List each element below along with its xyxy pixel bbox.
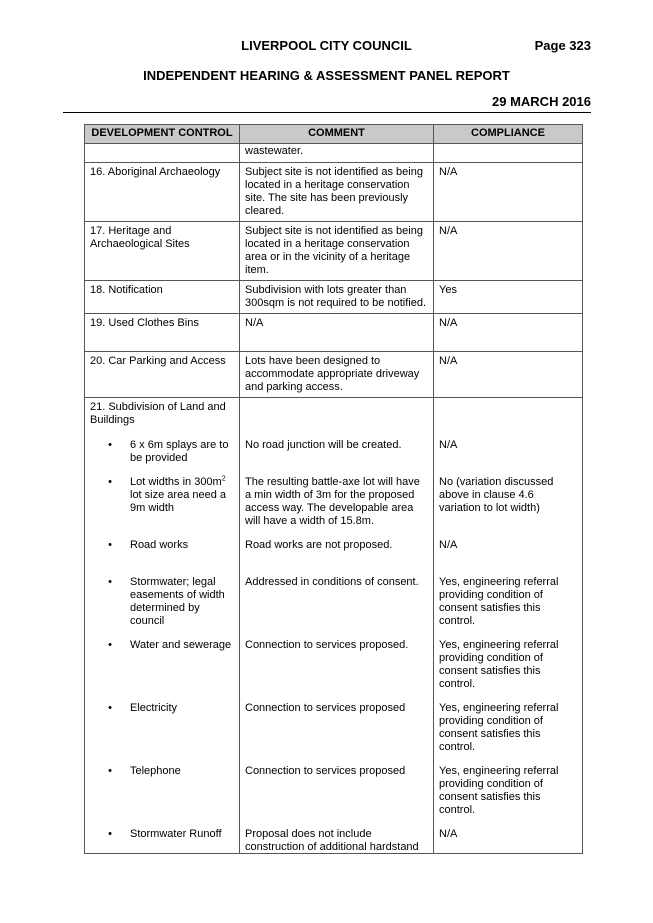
bullet-icon: • [108, 702, 112, 714]
table-header-row [85, 125, 583, 144]
sub-control [90, 539, 234, 564]
bullet-icon: • [108, 439, 112, 451]
comment-cell: Subject site is not identified as being located in a heritage conservation area or in the vicinity of a heritage item. [240, 222, 434, 281]
bullet-icon: • [108, 639, 112, 651]
comment-cell: Subdivision with lots greater than 300sqm is not required to be notified. [240, 281, 434, 314]
table-row [85, 398, 583, 854]
comment-cell: N/A [240, 314, 434, 352]
sub-compliance: Yes, engineering referral providing condition of consent satisfies this control. [439, 765, 559, 816]
report-date: 29 MARCH 2016 [492, 94, 591, 109]
comment-cell: Subject site is not identified as being located in a heritage conservation site. The site has been previously cleared. [240, 163, 434, 222]
table-row [85, 222, 583, 281]
comment-cell: wastewater. [240, 144, 434, 163]
bullet-icon: • [108, 765, 112, 777]
bullet-icon: • [108, 828, 112, 840]
sub-comment: Connection to services proposed [245, 765, 406, 777]
bullet-icon: • [108, 476, 112, 488]
lot-width-text: Lot widths in 300m [130, 476, 222, 488]
table-row [85, 281, 583, 314]
control-cell [85, 144, 240, 163]
sub-control-label: Electricity [130, 702, 178, 714]
sub-control-label: Water and sewerage [130, 639, 232, 651]
table-row [85, 144, 583, 163]
header-comment: COMMENT [240, 125, 434, 144]
compliance-cell: N/A [434, 352, 583, 398]
council-name: LIVERPOOL CITY COUNCIL [241, 38, 412, 53]
sub-control-label: Stormwater; legal easements of width determined by council [130, 576, 225, 627]
sub-compliance: N/A [439, 439, 458, 451]
header-divider [63, 112, 591, 113]
superscript-two: 2 [221, 475, 226, 483]
control-cell: 20. Car Parking and Access [85, 352, 240, 398]
compliance-cell [434, 398, 583, 854]
sub-control [90, 476, 234, 527]
control-cell: 16. Aboriginal Archaeology [85, 163, 240, 222]
header-development-control: DEVELOPMENT CONTROL [85, 125, 240, 144]
page-number: Page 323 [534, 38, 591, 53]
sub-control [90, 702, 234, 753]
compliance-cell: N/A [434, 314, 583, 352]
sub-control [90, 439, 234, 464]
sub-control [90, 639, 234, 690]
sub-control-label: Telephone [130, 765, 181, 777]
sub-compliance: N/A [439, 539, 458, 551]
sub-compliance: No (variation discussed above in clause 4.6 variation to lot width) [439, 476, 554, 514]
compliance-cell [434, 144, 583, 163]
sub-compliance: N/A [439, 828, 458, 840]
sub-comment: Connection to services proposed. [245, 639, 409, 651]
compliance-cell: Yes [434, 281, 583, 314]
sub-compliance: Yes, engineering referral providing condition of consent satisfies this control. [439, 702, 559, 753]
sub-control-label: Road works [130, 539, 189, 551]
report-title: INDEPENDENT HEARING & ASSESSMENT PANEL REPORT [143, 68, 510, 83]
bullet-icon: • [108, 576, 112, 588]
sub-comment: Proposal does not include construction of additional hardstand [245, 828, 419, 853]
comment-cell: Lots have been designed to accommodate appropriate driveway and parking access. [240, 352, 434, 398]
comment-cell [240, 398, 434, 854]
sub-comment: Road works are not proposed. [245, 539, 393, 551]
control-cell: 18. Notification [85, 281, 240, 314]
sub-comment: The resulting battle-axe lot will have a min width of 3m for the proposed access way. The developable area will have a width of 15.8m. [245, 476, 420, 527]
section-title: 21. Subdivision of Land and Buildings [90, 401, 226, 426]
table-row [85, 163, 583, 222]
compliance-cell: N/A [434, 222, 583, 281]
sub-control-label: 6 x 6m splays are to be provided [130, 439, 229, 464]
development-control-table [84, 124, 583, 854]
sub-comment: Connection to services proposed [245, 702, 406, 714]
sub-comment: No road junction will be created. [245, 439, 402, 451]
lot-width-text-rest: lot size area need a 9m width [130, 489, 227, 514]
control-cell: 17. Heritage and Archaeological Sites [85, 222, 240, 281]
bullet-icon: • [108, 539, 112, 551]
header-compliance: COMPLIANCE [434, 125, 583, 144]
control-cell [85, 398, 240, 854]
sub-control-label: Stormwater Runoff [130, 828, 222, 840]
sub-control-label [130, 476, 234, 527]
sub-control [90, 576, 234, 627]
sub-comment: Addressed in conditions of consent. [245, 576, 419, 588]
table-row [85, 352, 583, 398]
sub-control [90, 828, 234, 850]
control-cell: 19. Used Clothes Bins [85, 314, 240, 352]
compliance-cell: N/A [434, 163, 583, 222]
sub-compliance: Yes, engineering referral providing condition of consent satisfies this control. [439, 639, 559, 690]
table-row [85, 314, 583, 352]
sub-control [90, 765, 234, 816]
sub-compliance: Yes, engineering referral providing condition of consent satisfies this control. [439, 576, 559, 627]
